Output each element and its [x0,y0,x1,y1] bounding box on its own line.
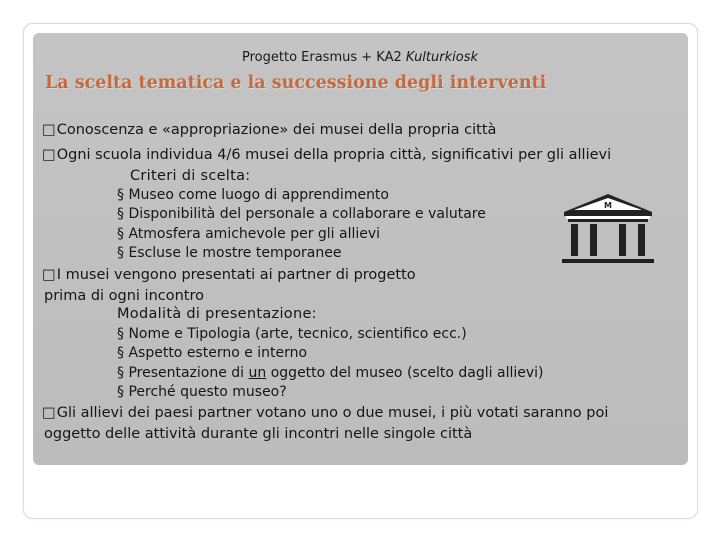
museum-icon-letter: M [604,201,612,210]
section-bullet-icon: § [117,384,124,400]
checkbox-bullet-icon: □ [42,405,56,421]
bullet-musei-presentati: □I musei vengono presentati ai partner di progetto [42,267,416,283]
bullet-conoscenza: □Conoscenza e «appropriazione» dei musei della propria città [42,122,497,138]
section-bullet-icon: § [117,345,124,361]
section-bullet-icon: § [117,245,124,261]
modalita-item: § Perché questo museo? [117,384,287,400]
section-bullet-icon: § [117,365,124,381]
museum-icon [560,192,656,267]
modalita-heading: Modalità di presentazione: [117,306,317,322]
slide-header [0,50,720,65]
bullet-musei-presentati-cont: prima di ogni incontro [44,288,205,304]
section-bullet-icon: § [117,326,124,342]
checkbox-bullet-icon: □ [42,147,56,163]
criteri-item: § Museo come luogo di apprendimento [117,187,389,203]
checkbox-bullet-icon: □ [42,267,56,283]
section-bullet-icon: § [117,206,124,222]
section-bullet-icon: § [117,226,124,242]
bullet-votazione: □Gli allievi dei paesi partner votano uno o due musei, i più votati saranno poi [42,405,609,421]
section-bullet-icon: § [117,187,124,203]
header-project-name: Kulturkiosk [405,50,478,65]
slide-title: La scelta tematica e la successione degli interventi [45,73,547,93]
modalita-item: § Aspetto esterno e interno [117,345,308,361]
bullet-votazione-cont: oggetto delle attività durante gli incontri nelle singole città [44,426,473,442]
criteri-item: § Escluse le mostre temporanee [117,245,342,261]
criteri-heading: Criteri di scelta: [130,168,251,184]
checkbox-bullet-icon: □ [42,122,56,138]
bullet-ogni-scuola: □Ogni scuola individua 4/6 musei della propria città, significativi per gli allievi [42,147,612,163]
criteri-item: § Disponibilità del personale a collaborare e valutare [117,206,486,222]
criteri-item: § Atmosfera amichevole per gli allievi [117,226,381,242]
modalita-item: § Presentazione di un oggetto del museo (scelto dagli allievi) [117,365,544,381]
header-prefix: Progetto Erasmus + KA2 [242,50,406,65]
modalita-item: § Nome e Tipologia (arte, tecnico, scientifico ecc.) [117,326,467,342]
